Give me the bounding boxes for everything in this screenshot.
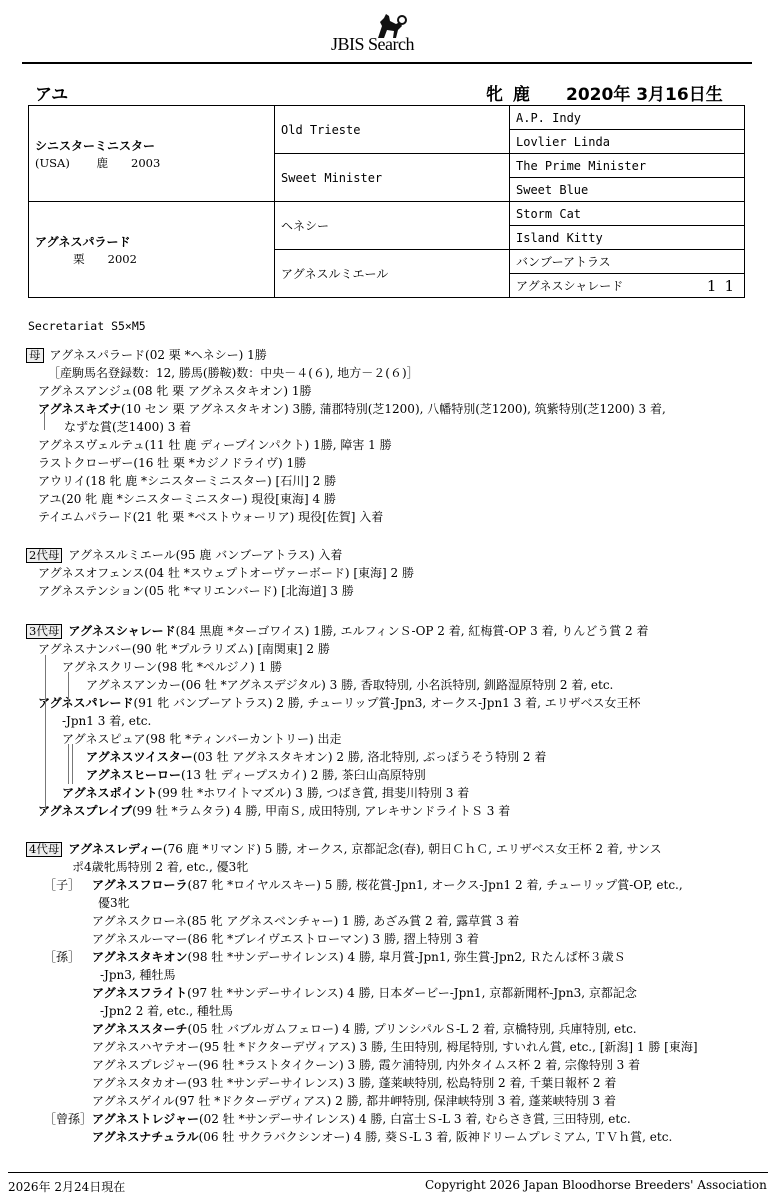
family-line (38, 472, 336, 490)
horse-name-link[interactable]: アグネストレジャー (92, 1112, 199, 1126)
family-text: アグネスゲイル(97 牡 *ドクターデヴィアス) 2 勝, 都井岬特別, 保津峡特別 3 着, 蓬莱峡特別 3 着 (92, 1094, 616, 1108)
family-line (38, 582, 354, 600)
relation-label: ［子］ (44, 878, 81, 892)
pedigree-ssd[interactable]: Lovlier Linda (510, 130, 745, 154)
horse-birth-date: 2020年 3月16日生 (566, 85, 723, 105)
generation-tag: 4代母 (26, 842, 62, 857)
family-text: アグネステンション(05 牝 *マリエンバード) [北海道] 3 勝 (38, 584, 354, 598)
family-line (100, 966, 176, 984)
family-line (92, 1056, 640, 1074)
inbreeding-line: Secretariat S5×M5 (28, 319, 146, 333)
family-line (62, 730, 342, 748)
pedigree-sire[interactable] (29, 106, 275, 202)
family-text: (91 牝 バンブーアトラス) 2 勝, チューリップ賞-Jpn3, オークス-Jpn1 3 着, エリザベス女王杯 (133, 696, 641, 710)
family-text: ポ4歳牝馬特別 2 着, etc., 優3牝 (72, 860, 249, 874)
family-text: (84 黒鹿 *ターゴワイス) 1勝, エルフィンＳ-OP 2 着, 紅梅賞-OP 3 着, りんどう賞 2 着 (175, 624, 649, 638)
family-line (62, 784, 469, 802)
relation-label: ［孫］ (44, 950, 81, 964)
horse-name-link[interactable]: アグネスパレード (38, 696, 134, 710)
family-line (86, 676, 613, 694)
tree-bar (44, 412, 45, 430)
family-text: (10 セン 栗 アグネスタキオン) 3勝, 蒲郡特別(芝1200), 八幡特別(芝1200), 筑紫特別(芝1200) 3 着, (121, 402, 666, 416)
generation-tag: 2代母 (26, 548, 62, 563)
family-text: アグネスパラード(02 栗 *ヘネシー) 1勝 (49, 348, 267, 362)
family-line (92, 1128, 672, 1146)
family-line (86, 766, 426, 784)
tree-bar (72, 744, 73, 784)
pedigree-ss[interactable]: Old Trieste (275, 106, 510, 154)
family-text: アグネスクリーン(98 牝 *ペルジノ) 1 勝 (62, 660, 283, 674)
family-line (38, 436, 392, 454)
dam-name: アグネスパラード (35, 234, 131, 249)
family-line (38, 694, 641, 712)
family-text: ［産駒馬名登録数：12, 勝馬(勝鞍)数：中央－４(６), 地方－２(６)］ (48, 366, 419, 380)
tree-bar (68, 744, 69, 784)
family-number: 11 (706, 276, 742, 295)
family-text: (99 牡 *ホワイトマズル) 3 勝, つばき賞, 揖斐川特別 3 着 (157, 786, 470, 800)
pedigree-dsd[interactable]: Island Kitty (510, 226, 745, 250)
horse-sex-color: 牝 鹿 (486, 85, 530, 105)
family-text: (03 牡 アグネスタキオン) 2 勝, 洛北特別, ぶっぽうそう特別 2 着 (192, 750, 547, 764)
family-line (26, 346, 267, 364)
pedigree-dss[interactable]: Storm Cat (510, 202, 745, 226)
jbis-logo[interactable] (0, 6, 775, 54)
horse-name: アユ (35, 85, 69, 105)
pedigree-sss[interactable]: A.P. Indy (510, 106, 745, 130)
horse-name-link[interactable]: アグネスヒーロー (86, 768, 182, 782)
family-text: アグネスタカオー(93 牡 *サンデーサイレンス) 3 勝, 蓬莱峡特別, 松島特別 2 着, 千葉日報杯 2 着 (92, 1076, 617, 1090)
family-line (26, 622, 649, 640)
family-line (92, 930, 479, 948)
footer-rule (8, 1172, 768, 1173)
family-text: (98 牡 *サンデーサイレンス) 4 勝, 皐月賞-Jpn1, 弥生賞-Jpn2, Ｒたんぱ杯３歳Ｓ (187, 950, 626, 964)
family-text: (76 鹿 *リマンド) 5 勝, オークス, 京都記念(春), 朝日ＣｈＣ, エリザベス女王杯 2 着, サンス (162, 842, 662, 856)
horse-name-link[interactable]: アグネスナチュラル (92, 1130, 199, 1144)
family-line (44, 948, 626, 966)
family-text: アユ(20 牝 鹿 *シニスターミニスター) 現役[東海] 4 勝 (38, 492, 336, 506)
family-text: (02 牡 *サンデーサイレンス) 4 勝, 白富士Ｓ-L 3 着, むらさき賞, 三田特別, etc. (198, 1112, 631, 1126)
family-text: (05 牡 バブルガムフェロー) 4 勝, プリンシパルＳ-L 2 着, 京橋特別, 兵庫特別, etc. (187, 1022, 637, 1036)
family-line (92, 984, 637, 1002)
tree-bar (45, 655, 46, 813)
family-text: -Jpn3, 種牡馬 (100, 968, 176, 982)
family-line (38, 508, 383, 526)
pedigree-dam[interactable] (29, 202, 275, 298)
pedigree-table (28, 105, 745, 298)
family-text: テイエムパラード(21 牝 栗 *ベストウォーリア) 現役[佐賀] 入着 (38, 510, 384, 524)
sire-meta: (USA) 鹿 2003 (35, 155, 161, 170)
family-line (26, 840, 662, 858)
header-rule (22, 62, 752, 64)
horse-name-link[interactable]: アグネスフローラ (92, 878, 188, 892)
pedigree-ddd-name: アグネスシャレード (516, 278, 624, 293)
family-text: アグネスアンジュ(08 牝 栗 アグネスタキオン) 1勝 (38, 384, 312, 398)
family-line (44, 876, 683, 894)
family-text: -Jpn1 3 着, etc. (62, 714, 152, 728)
horse-name-link[interactable]: アグネスポイント (62, 786, 158, 800)
family-line (38, 400, 666, 418)
family-line (92, 1074, 616, 1092)
family-line (38, 454, 306, 472)
horse-name-link[interactable]: アグネススターチ (92, 1022, 188, 1036)
pedigree-dds[interactable]: バンブーアトラス (510, 250, 745, 274)
family-text: 優3牝 (98, 896, 130, 910)
family-text: (06 牡 サクラバクシンオー) 4 勝, 葵Ｓ-L 3 着, 阪神ドリームプレミアム, ＴＶｈ賞, etc. (198, 1130, 673, 1144)
pedigree-sdd[interactable]: Sweet Blue (510, 178, 745, 202)
family-text: アグネスオフェンス(04 牡 *スウェプトオーヴァーボード) [東海] 2 勝 (38, 566, 414, 580)
horse-name-link[interactable]: アグネスタキオン (92, 950, 188, 964)
footer-copyright: Copyright 2026 Japan Bloodhorse Breeders' Association (425, 1178, 767, 1192)
horse-name-link[interactable]: アグネスフライト (92, 986, 188, 1000)
family-text: なずな賞(芝1400) 3 着 (64, 420, 192, 434)
family-text: アグネスハヤテオー(95 牡 *ドクターデヴィアス) 3 勝, 生田特別, 栂尾特別, すいれん賞, etc., [新潟] 1 勝 [東海] (92, 1040, 698, 1054)
pedigree-dd[interactable]: アグネスルミエール (275, 250, 510, 298)
tree-bar (68, 672, 69, 704)
family-text: アグネスプレジャー(96 牡 *ラストタイクーン) 3 勝, 霞ケ浦特別, 内外タイムス杯 2 着, 宗像特別 3 着 (92, 1058, 641, 1072)
family-text: (13 牡 ディープスカイ) 2 勝, 茶臼山高原特別 (181, 768, 426, 782)
logo-text: JBIS Search (331, 34, 414, 54)
family-text: アグネスナンバー(90 牝 *プルラリズム) [南関東] 2 勝 (38, 642, 330, 656)
horse-name-link[interactable]: アグネスプレイブ (38, 804, 133, 818)
relation-label: ［曾孫］ (44, 1112, 93, 1126)
family-text: ラストクローザー(16 牡 栗 *カジノドライヴ) 1勝 (38, 456, 307, 470)
family-line (38, 382, 312, 400)
family-text: アグネスピュア(98 牝 *ティンバーカントリー) 出走 (62, 732, 342, 746)
family-line (62, 658, 282, 676)
family-text: (99 牡 *ラムタラ) 4 勝, 甲南Ｓ, 成田特別, アレキサンドライトＳ 3 着 (132, 804, 511, 818)
horse-name-link[interactable]: アグネスレディー (68, 842, 163, 856)
family-text: アグネスクローネ(85 牝 アグネスベンチャー) 1 勝, あざみ賞 2 着, 露草賞 3 着 (92, 914, 520, 928)
family-line (38, 640, 330, 658)
family-text: アグネスルーマー(86 牝 *ブレイヴエストローマン) 3 勝, 摺上特別 3 着 (92, 932, 479, 946)
family-text: (97 牡 *サンデーサイレンス) 4 勝, 日本ダービー-Jpn1, 京都新聞杯-Jpn3, 京都記念 (187, 986, 637, 1000)
family-line (38, 564, 414, 582)
family-line (38, 490, 336, 508)
dam-meta: 栗 2002 (35, 251, 137, 266)
footer-date: 2026年 2月24日現在 (8, 1180, 126, 1194)
family-line (62, 712, 151, 730)
pedigree-sd[interactable]: Sweet Minister (275, 154, 510, 202)
horse-header (0, 80, 775, 104)
family-line (92, 1020, 637, 1038)
family-text: アウリイ(18 牝 鹿 *シニスターミニスター) [石川] 2 勝 (38, 474, 337, 488)
family-text: -Jpn2 2 着, etc., 種牡馬 (100, 1004, 233, 1018)
pedigree-sds[interactable]: The Prime Minister (510, 154, 745, 178)
family-line (92, 1038, 698, 1056)
pedigree-ds[interactable]: ヘネシー (275, 202, 510, 250)
horse-name-link[interactable]: アグネスキズナ (38, 402, 122, 416)
family-line (48, 364, 419, 382)
generation-tag: 3代母 (26, 624, 62, 639)
family-line (44, 1110, 631, 1128)
sire-name: シニスターミニスター (35, 138, 156, 153)
family-text: (87 牝 *ロイヤルスキー) 5 勝, 桜花賞-Jpn1, オークス-Jpn1 2 着, チューリップ賞-OP, etc., (187, 878, 683, 892)
family-line (86, 748, 546, 766)
generation-tag: 母 (26, 348, 44, 363)
family-line (92, 1092, 616, 1110)
family-line (72, 858, 248, 876)
family-text: アグネスアンカー(06 牡 *アグネスデジタル) 3 勝, 香取特別, 小名浜特別, 釧路湿原特別 2 着, etc. (86, 678, 614, 692)
family-line (100, 1002, 233, 1020)
family-line (38, 802, 510, 820)
family-line (92, 912, 519, 930)
family-text: アグネスヴェルテュ(11 牡 鹿 ディープインパクト) 1勝, 障害 1 勝 (38, 438, 392, 452)
horse-name-link[interactable]: アグネスツイスター (86, 750, 193, 764)
family-line (98, 894, 130, 912)
family-text: アグネスルミエール(95 鹿 バンブーアトラス) 入着 (68, 548, 343, 562)
family-line (64, 418, 191, 436)
horse-name-link[interactable]: アグネスシャレード (68, 624, 176, 638)
pedigree-ddd[interactable] (510, 274, 745, 298)
family-line (26, 546, 342, 564)
